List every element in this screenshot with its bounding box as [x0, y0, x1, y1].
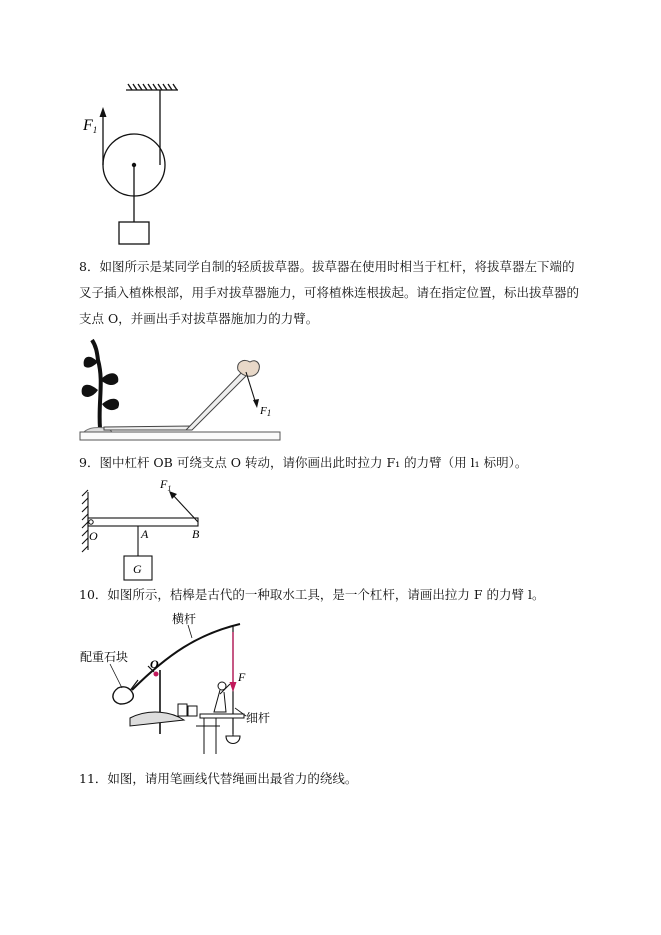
- question-11: [79, 766, 584, 792]
- question-10-text: 10．如图所示，桔槔是古代的一种取水工具，是一个杠杆，请画出拉力 F 的力臂 l。: [79, 587, 545, 602]
- weed-puller-figure: [78, 332, 284, 444]
- force-arrowhead: [100, 107, 107, 117]
- force-line: [246, 372, 256, 404]
- person-icon: [214, 682, 230, 712]
- f-label: F: [238, 670, 246, 684]
- shadoof-figure: [80, 608, 280, 766]
- hanging-weight: [119, 222, 149, 244]
- beam: [132, 624, 240, 690]
- lever-figure: [78, 476, 210, 584]
- force-label: F1: [260, 405, 272, 418]
- g-label: G: [133, 562, 142, 576]
- wall-hatch: [82, 490, 88, 552]
- force-arrowhead: [253, 399, 259, 408]
- lever-bar: [88, 518, 198, 526]
- plant-icon: [82, 340, 119, 428]
- b-label: B: [192, 527, 200, 541]
- question-8: [79, 254, 584, 332]
- pivot-point: [154, 672, 159, 677]
- beam-leader-line: [188, 625, 192, 638]
- question-10: [79, 582, 584, 608]
- bucket: [226, 736, 240, 744]
- beam-label: 横杆: [172, 612, 197, 626]
- question-9: [79, 450, 584, 476]
- question-8-text: 8．如图所示是某同学自制的轻质拔草器。拔草器在使用时相当于杠杆，将拔草器左下端的叉子插入植株根部，用手对拔草器施力，可将植株连根拔起。请在指定位置，标出拔草器的支点 O，并画出手对拔草器施加力的力臂。: [79, 259, 580, 326]
- counterweight-stone: [113, 687, 133, 704]
- force-arrowhead: [230, 682, 237, 692]
- rod-label: 细杆: [246, 711, 271, 725]
- question-9-text: 9．图中杠杆 OB 可绕支点 O 转动，请你画出此时拉力 F₁ 的力臂（用 l₁ 标明）。: [79, 455, 528, 470]
- pulley-figure: [80, 80, 190, 250]
- o-label: O: [89, 529, 98, 543]
- question-11-text: 11．如图，请用笔画线代替绳画出最省力的绕线。: [79, 771, 358, 786]
- force-label: F1: [83, 117, 98, 135]
- ceiling-hatch: [128, 84, 177, 90]
- f1-label: $F_1$: [160, 477, 172, 493]
- pivot: [89, 520, 93, 524]
- ground: [80, 432, 280, 440]
- a-label: A: [141, 527, 149, 541]
- counterweight-leader-line: [110, 664, 122, 688]
- ground-base: [130, 704, 244, 754]
- puller-tool: [104, 368, 250, 430]
- o-label: O: [150, 657, 159, 671]
- counterweight-label: 配重石块: [80, 650, 129, 664]
